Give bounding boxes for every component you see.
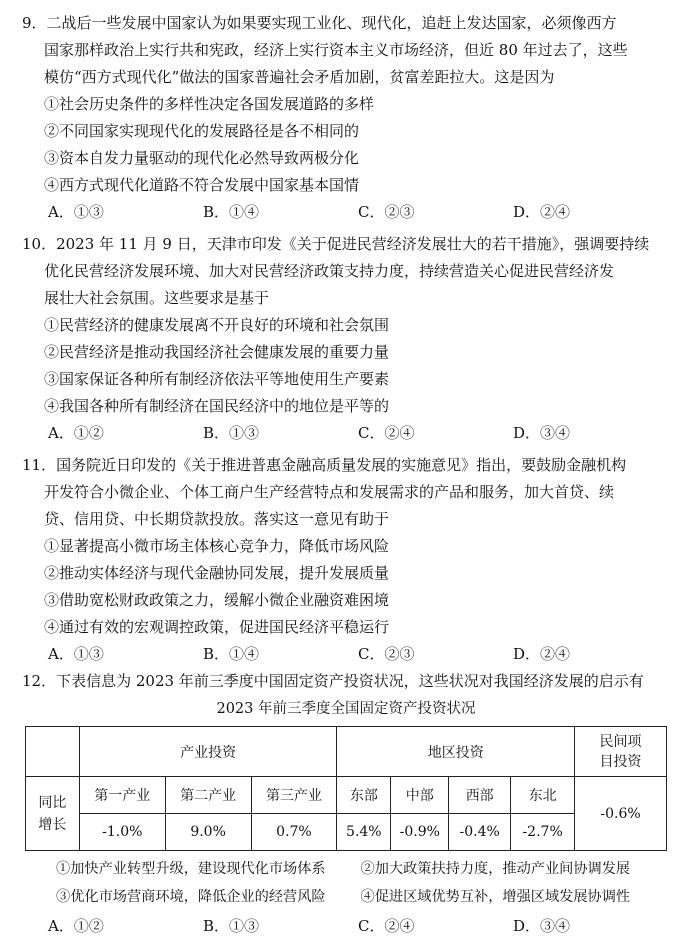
question-9-stem-line-1: 9．二战后一些发展中国家认为如果要实现工业化、现代化，追赶上发达国家，必须像西方 [22,14,617,32]
subheader-east: 东部 [337,777,391,814]
choice-a[interactable]: A．①③ [48,203,104,221]
choice-b[interactable]: B．①④ [203,203,260,221]
table-caption: 2023 年前三季度全国固定资产投资状况 [216,701,476,717]
question-9-stem-line-3: 模仿“西方式现代化”做法的国家普遍社会矛盾加剧，贫富差距拉大。这是因为 [44,68,555,86]
choice-c[interactable]: C．②③ [358,645,415,663]
question-12-option-2: ②加大政策扶持力度，推动产业间协调发展 [360,861,631,877]
subheader-tertiary-industry: 第三产业 [251,777,337,814]
value-northeast: -2.7% [511,814,575,851]
question-10-option-3: ③国家保证各种所有制经济依法平等地使用生产要素 [44,370,390,388]
subheader-secondary-industry: 第二产业 [165,777,251,814]
choice-c[interactable]: C．②④ [358,917,415,935]
question-11-stem-line-3: 贷、信用贷、中长期贷款投放。落实这一意见有助于 [44,510,390,528]
choice-a[interactable]: A．①③ [48,645,104,663]
choice-b[interactable]: B．①③ [203,917,260,935]
question-10-stem-line-3: 展壮大社会氛围。这些要求是基于 [44,289,270,307]
value-secondary-industry: 9.0% [165,814,251,851]
question-12-option-1: ①加快产业转型升级，建设现代化市场体系 [56,861,326,877]
subheader-northeast: 东北 [511,777,575,814]
question-11-option-2: ②推动实体经济与现代金融协同发展，提升发展质量 [44,564,390,582]
row-label-yoy-growth [26,777,80,851]
question-10 [22,231,672,447]
question-9-option-3: ③资本自发力量驱动的现代化必然导致两极分化 [44,149,360,167]
header-industry-investment: 产业投资 [79,727,337,777]
table-corner-cell [26,727,80,777]
choice-a[interactable]: A．①② [48,917,104,935]
subheader-primary-industry: 第一产业 [79,777,165,814]
header-private-line-1: 民间项 [599,733,642,750]
choice-c[interactable]: C．②④ [358,424,415,442]
header-private-investment [575,727,667,777]
question-12-options-row-1 [56,858,676,878]
question-9-option-1: ①社会历史条件的多样性决定各国发展道路的多样 [44,95,375,113]
choice-a[interactable]: A．①② [48,424,104,442]
value-primary-industry: -1.0% [79,814,165,851]
question-10-option-4: ④我国各种所有制经济在国民经济中的地位是平等的 [44,397,390,415]
question-10-option-2: ②民营经济是推动我国经济社会健康发展的重要力量 [44,343,390,361]
question-10-stem-line-2: 优化民营经济发展环境、加大对民营经济政策支持力度，持续营造关心促进民营经济发 [44,262,615,280]
value-west: -0.4% [449,814,511,851]
question-11-stem-line-2: 开发符合小微企业、个体工商户生产经营特点和发展需求的产品和服务，加大首贷、续 [44,483,615,501]
subheader-west: 西部 [449,777,511,814]
question-12-option-3: ③优化市场营商环境，降低企业的经营风险 [56,889,326,905]
investment-table [25,726,667,851]
choice-d[interactable]: D．③④ [513,917,571,935]
question-12-stem: 12．下表信息为 2023 年前三季度中国固定资产投资状况，这些状况对我国经济发展的启示有 [22,672,644,690]
question-10-stem-line-1: 10．2023 年 11 月 9 日，天津市印发《关于促进民营经济发展壮大的若干措施》，强调要持续 [22,235,650,253]
choice-b[interactable]: B．①③ [203,424,260,442]
choice-d[interactable]: D．②④ [513,203,571,221]
question-12 [22,668,672,695]
value-private-investment: -0.6% [575,777,667,851]
choice-c[interactable]: C．②③ [358,203,415,221]
question-9-stem-line-2: 国家那样政治上实行共和宪政，经济上实行资本主义市场经济，但近 80 年过去了，这些 [44,41,628,59]
choice-b[interactable]: B．①④ [203,645,260,663]
value-central: -0.9% [391,814,449,851]
value-tertiary-industry: 0.7% [251,814,337,851]
question-11-choices [22,641,672,668]
question-11-stem-line-1: 11．国务院近日印发的《关于推进普惠金融高质量发展的实施意见》指出，要鼓励金融机构 [22,456,627,474]
value-east: 5.4% [337,814,391,851]
row-label-line-2: 增长 [38,816,67,833]
question-11-option-4: ④通过有效的宏观调控政策，促进国民经济平稳运行 [44,618,390,636]
question-11 [22,452,672,668]
question-10-choices [22,420,672,447]
question-12-choices-block [22,913,672,940]
subheader-central: 中部 [391,777,449,814]
question-9-option-2: ②不同国家实现现代化的发展路径是各不相同的 [44,122,360,140]
question-11-option-1: ①显著提高小微市场主体核心竞争力，降低市场风险 [44,537,390,555]
question-12-options-row-2 [56,886,676,906]
question-11-option-3: ③借助宽松财政政策之力，缓解小微企业融资难困境 [44,591,390,609]
row-label-line-1: 同比 [38,794,67,811]
question-9 [22,10,672,226]
question-9-option-4: ④西方式现代化道路不符合发展中国家基本国情 [44,176,360,194]
question-12-choices [22,913,672,940]
question-9-choices [22,199,672,226]
question-10-option-1: ①民营经济的健康发展离不开良好的环境和社会氛围 [44,316,390,334]
header-regional-investment: 地区投资 [337,727,575,777]
choice-d[interactable]: D．②④ [513,645,571,663]
choice-d[interactable]: D．③④ [513,424,571,442]
header-private-line-2: 目投资 [599,753,642,770]
question-12-option-4: ④促进区域优势互补，增强区域发展协调性 [360,889,631,905]
